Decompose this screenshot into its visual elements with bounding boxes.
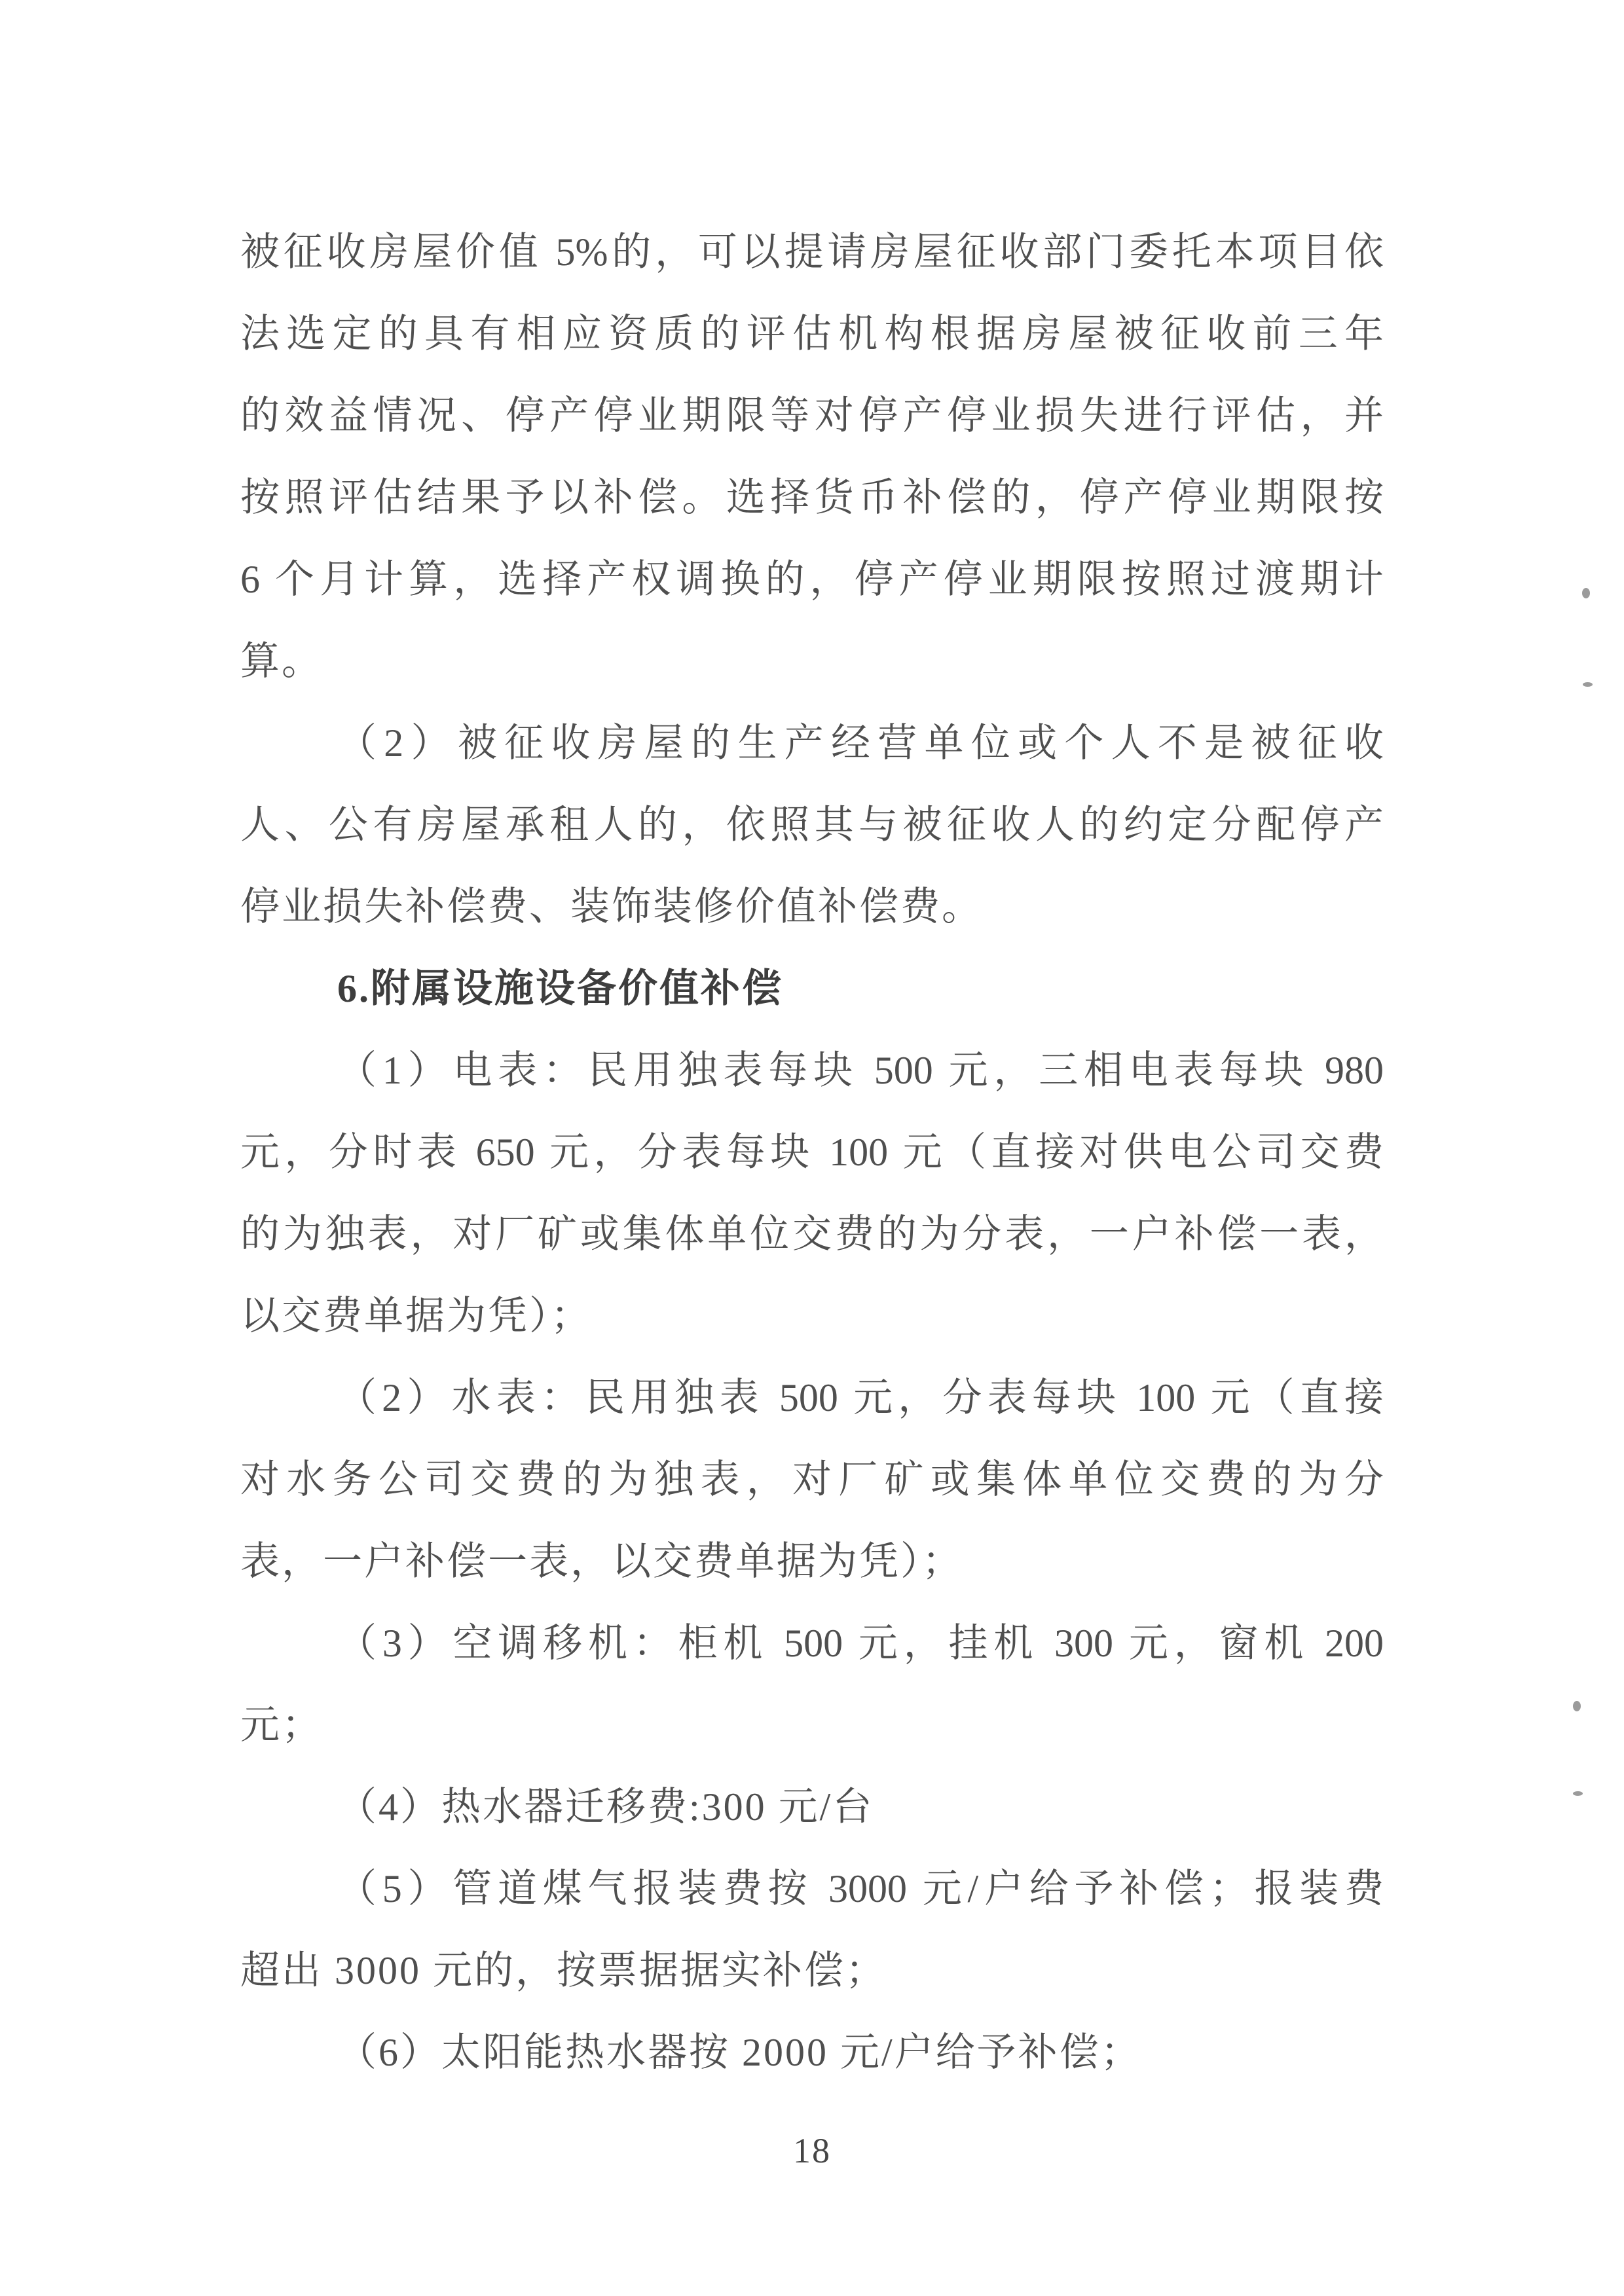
paragraph	[240, 1030, 1384, 1357]
paragraph	[240, 2012, 1384, 2094]
paragraph	[240, 1357, 1384, 1603]
text-line: 的为独表，对厂矿或集体单位交费的为分表，一户补偿一表，	[240, 1212, 1384, 1256]
paragraph	[240, 1766, 1384, 1848]
text-line: 表，一户补偿一表，以交费单据为凭）；	[240, 1540, 963, 1583]
text-line: 算。	[240, 640, 323, 683]
text-line: 6 个月计算，选择产权调换的，停产停业期限按照过渡期计	[240, 558, 1384, 601]
paragraph	[240, 211, 1384, 702]
scan-speck	[1573, 1701, 1581, 1711]
text-line: 的效益情况、停产停业期限等对停产停业损失进行评估，并	[240, 394, 1384, 437]
document-body	[240, 211, 1384, 2094]
scan-speck	[1573, 1791, 1583, 1796]
text-line: 以交费单据为凭）；	[240, 1294, 592, 1338]
text-line: （4）热水器迁移费:300 元/台	[337, 1785, 874, 1829]
paragraph	[240, 1603, 1384, 1766]
text-line: （3）空调移机：柜机 500 元，挂机 300 元，窗机 200	[337, 1622, 1384, 1665]
scan-speck	[1582, 588, 1590, 598]
text-line: （1）电表：民用独表每块 500 元，三相电表每块 980	[337, 1049, 1384, 1092]
page-number: 18	[793, 2131, 831, 2170]
text-line: （5）管道煤气报装费按 3000 元/户给予补偿；报装费	[337, 1867, 1384, 1910]
section	[240, 948, 1384, 1030]
text-line: （2）水表：民用独表 500 元，分表每块 100 元（直接	[337, 1376, 1384, 1419]
section-heading: 6.附属设施设备价值补偿	[337, 967, 783, 1010]
text-line: 对水务公司交费的为独表，对厂矿或集体单位交费的为分	[240, 1458, 1384, 1501]
paragraph	[240, 702, 1384, 948]
text-line: 按照评估结果予以补偿。选择货币补偿的，停产停业期限按	[240, 476, 1384, 519]
text-line: （6）太阳能热水器按 2000 元/户给予补偿；	[337, 2031, 1142, 2074]
text-line: 超出 3000 元的，按票据据实补偿；	[240, 1949, 887, 1992]
paragraph	[240, 1848, 1384, 2012]
text-line: 法选定的具有相应资质的评估机构根据房屋被征收前三年	[240, 312, 1384, 355]
text-line: 停业损失补偿费、装饰装修价值补偿费。	[240, 885, 983, 928]
scan-speck	[1583, 682, 1593, 687]
text-line: 人、公有房屋承租人的，依照其与被征收人的约定分配停产	[240, 803, 1384, 847]
text-line: 被征收房屋价值 5%的，可以提请房屋征收部门委托本项目依	[240, 230, 1384, 274]
text-line: 元，分时表 650 元，分表每块 100 元（直接对供电公司交费	[240, 1131, 1384, 1174]
text-line: （2）被征收房屋的生产经营单位或个人不是被征收	[337, 721, 1384, 765]
text-line: 元；	[240, 1704, 323, 1747]
